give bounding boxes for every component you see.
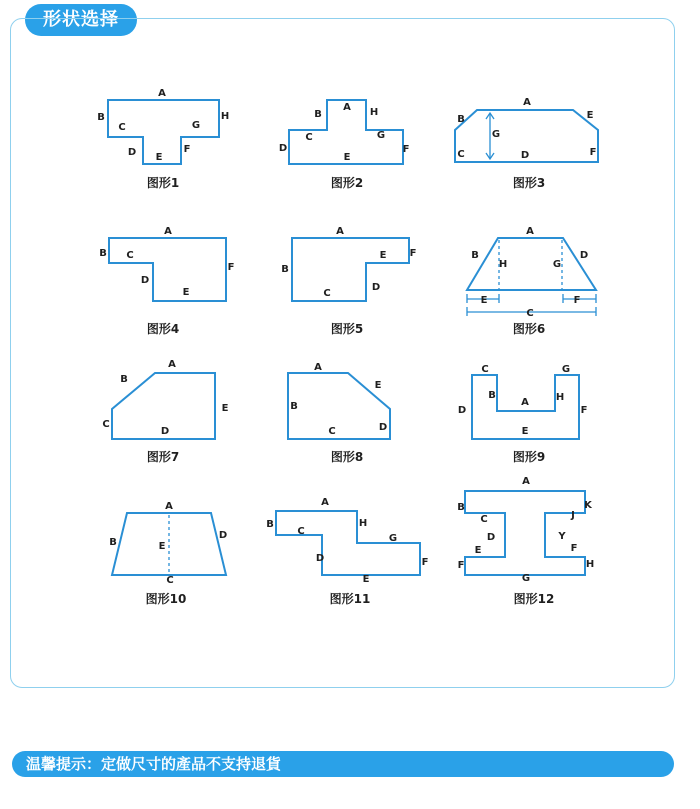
edge-label: D: [160, 426, 170, 437]
edge-label: G: [561, 364, 571, 375]
shape-8: [288, 362, 390, 464]
edge-label: F: [183, 144, 191, 155]
shape-11: [266, 497, 428, 606]
shape-caption: 图形2: [330, 176, 364, 190]
shape-12: [457, 476, 594, 606]
edge-label: C: [102, 419, 110, 430]
shape-outline: [292, 238, 409, 301]
edge-label: A: [164, 226, 172, 237]
edge-label: J: [571, 510, 575, 521]
edge-label: H: [358, 518, 368, 529]
edge-label: D: [278, 143, 288, 154]
edge-label: E: [182, 287, 190, 298]
edge-label: E: [480, 295, 488, 306]
edge-label: B: [281, 264, 289, 275]
edge-label: K: [584, 500, 592, 511]
edge-label: E: [221, 403, 229, 414]
edge-label: E: [379, 250, 387, 261]
edge-label: B: [290, 401, 298, 412]
edge-label: F: [570, 543, 578, 554]
edge-label: C: [118, 122, 126, 133]
edge-label: F: [589, 147, 597, 158]
edge-label: F: [573, 295, 581, 306]
edge-label: A: [522, 476, 530, 487]
shape-caption: 图形12: [513, 592, 555, 606]
edge-label: G: [491, 129, 501, 140]
shape-caption: 图形1: [146, 176, 180, 190]
edge-label: B: [266, 519, 274, 530]
edge-label: D: [520, 150, 530, 161]
edge-label: Y: [558, 531, 566, 542]
edge-label: A: [526, 226, 534, 237]
edge-label: E: [155, 152, 163, 163]
edge-label: E: [374, 380, 382, 391]
edge-label: D: [457, 405, 467, 416]
edge-label: C: [328, 426, 336, 437]
shape-caption: 图形7: [146, 450, 180, 464]
edge-label: B: [457, 502, 465, 513]
tip-banner: 温馨提示：定做尺寸的產品不支持退貨: [12, 751, 674, 777]
edge-label: G: [388, 533, 398, 544]
shape-outline: [467, 238, 596, 290]
section-title: 形状选择: [25, 4, 137, 36]
edge-label: D: [218, 530, 228, 541]
edge-label: D: [486, 532, 496, 543]
edge-label: E: [586, 110, 594, 121]
shape-9: [458, 364, 588, 464]
edge-label: C: [305, 132, 313, 143]
edge-label: C: [526, 308, 534, 319]
edge-label: C: [457, 149, 465, 160]
shape-caption: 图形6: [512, 322, 546, 336]
shape-5: [281, 226, 416, 336]
shape-caption: 图形11: [329, 592, 371, 606]
edge-label: H: [498, 259, 508, 270]
shape-outline: [276, 511, 420, 575]
edge-label: A: [321, 497, 329, 508]
shape-outline: [465, 491, 585, 575]
shape-caption: 图形9: [512, 450, 546, 464]
edge-label: A: [168, 359, 176, 370]
edge-label: F: [457, 560, 465, 571]
shape-2: [279, 100, 410, 190]
shape-1: [97, 88, 229, 190]
edge-label: A: [521, 397, 529, 408]
shape-caption: 图形8: [330, 450, 364, 464]
edge-label: B: [488, 390, 496, 401]
edge-label: E: [474, 545, 482, 556]
edge-label: B: [109, 537, 117, 548]
shape-caption: 图形3: [512, 176, 546, 190]
edge-label: F: [421, 557, 429, 568]
edge-label: G: [552, 259, 562, 270]
shape-3: [455, 97, 598, 190]
shape-caption: 图形10: [145, 592, 187, 606]
shape-outline: [109, 238, 226, 301]
edge-label: H: [555, 392, 565, 403]
edge-label: C: [323, 288, 331, 299]
edge-label: E: [158, 541, 166, 552]
edge-label: G: [376, 130, 386, 141]
edge-label: B: [457, 114, 465, 125]
edge-label: E: [521, 426, 529, 437]
edge-label: D: [127, 147, 137, 158]
edge-label: D: [315, 553, 325, 564]
edge-label: F: [580, 405, 588, 416]
shape-caption: 图形4: [146, 322, 180, 336]
edge-label: G: [191, 120, 201, 131]
edge-label: D: [371, 282, 381, 293]
edge-label: A: [336, 226, 344, 237]
edge-label: C: [481, 364, 489, 375]
shape-10: [109, 501, 227, 606]
edge-label: B: [314, 109, 322, 120]
shape-caption: 图形5: [330, 322, 364, 336]
edge-label: H: [220, 111, 230, 122]
edge-label: B: [99, 248, 107, 259]
edge-label: A: [523, 97, 531, 108]
edge-label: A: [165, 501, 173, 512]
edge-label: C: [297, 526, 305, 537]
edge-label: A: [158, 88, 166, 99]
edge-label: E: [362, 574, 370, 585]
shape-6: [467, 226, 596, 336]
shape-7: [102, 359, 228, 464]
edge-label: F: [227, 262, 235, 273]
edge-label: B: [471, 250, 479, 261]
edge-label: C: [480, 514, 488, 525]
edge-label: F: [409, 248, 417, 259]
shape-4: [99, 226, 234, 336]
edge-label: H: [369, 107, 379, 118]
edge-label: F: [402, 144, 410, 155]
edge-label: B: [97, 112, 105, 123]
edge-label: B: [120, 374, 128, 385]
edge-label: D: [579, 250, 589, 261]
edge-label: C: [166, 575, 174, 586]
edge-label: A: [343, 102, 351, 113]
edge-label: H: [585, 559, 595, 570]
edge-label: C: [126, 250, 134, 261]
edge-label: E: [343, 152, 351, 163]
edge-label: D: [378, 422, 388, 433]
edge-label: D: [140, 275, 150, 286]
edge-label: G: [521, 573, 531, 584]
edge-label: A: [314, 362, 322, 373]
